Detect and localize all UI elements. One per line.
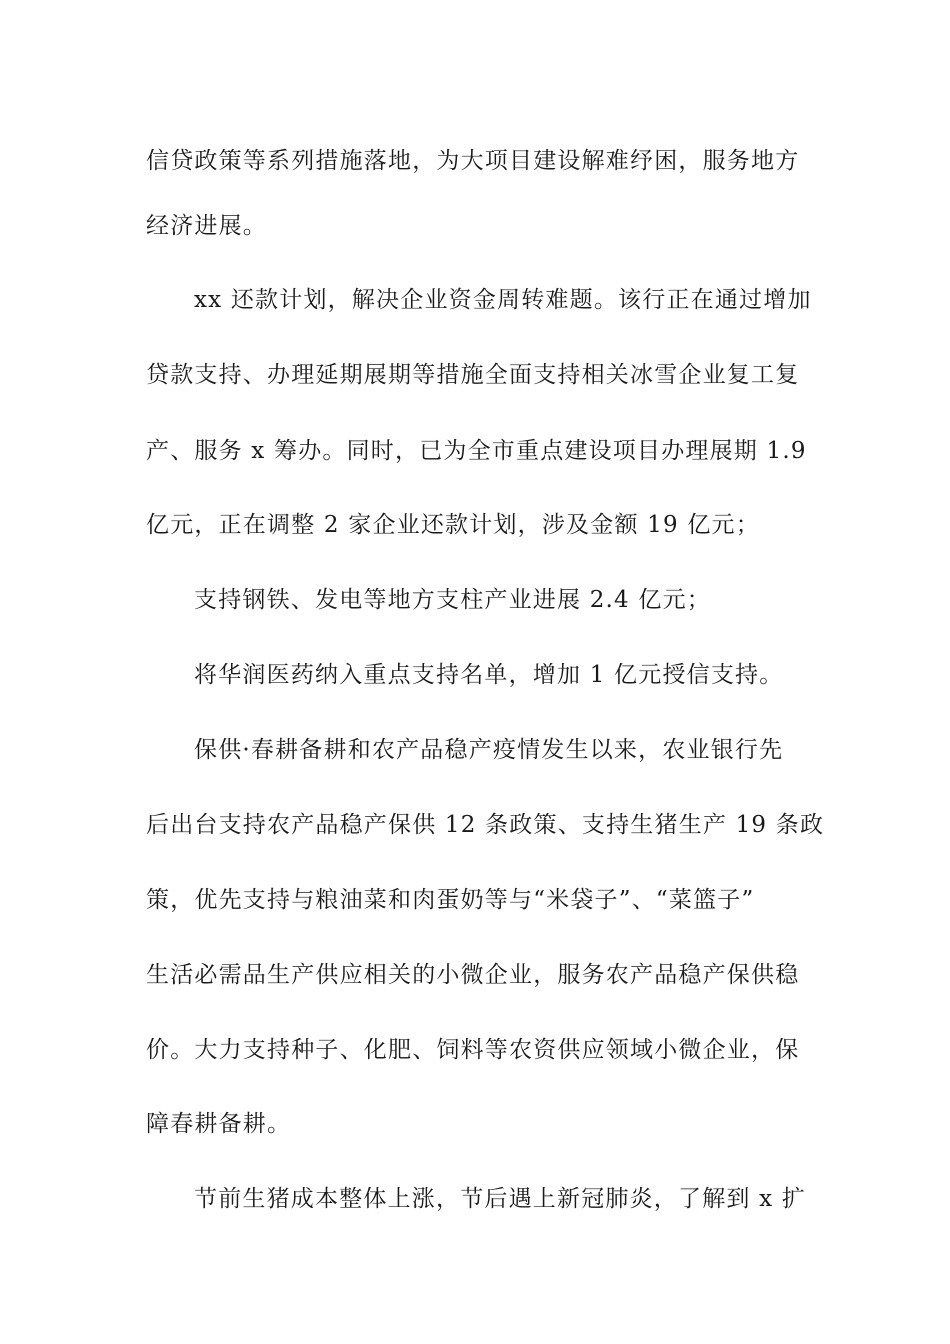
paragraph-line: 保供·春耕备耕和农产品稳产疫情发生以来，农业银行先 [194, 737, 784, 763]
paragraph-line: 信贷政策等系列措施落地，为大项目建设解难纾困，服务地方 [146, 148, 800, 174]
paragraph-line: 将华润医药纳入重点支持名单，增加 1 亿元授信支持。 [194, 662, 784, 688]
paragraph-line: 价。大力支持种子、化肥、饲料等农资供应领域小微企业，保 [146, 1037, 800, 1063]
paragraph-line: xx 还款计划，解决企业资金周转难题。该行正在通过增加 [194, 287, 812, 313]
paragraph-line: 策，优先支持与粮油菜和肉蛋奶等与“米袋子”、“菜篮子” [146, 887, 755, 913]
paragraph-line: 节前生猪成本整体上涨，节后遇上新冠肺炎，了解到 x 扩 [194, 1186, 806, 1212]
paragraph-line: 亿元，正在调整 2 家企业还款计划，涉及金额 19 亿元； [146, 512, 760, 538]
paragraph-line: 贷款支持、办理延期展期等措施全面支持相关冰雪企业复工复 [146, 362, 800, 388]
paragraph-line: 产、服务 x 筹办。同时，已为全市重点建设项目办理展期 1.9 [146, 438, 807, 464]
paragraph-line: 生活必需品生产供应相关的小微企业，服务农产品稳产保供稳 [146, 962, 800, 988]
paragraph-line: 障春耕备耕。 [146, 1111, 292, 1137]
paragraph-line: 后出台支持农产品稳产保供 12 条政策、支持生猪生产 19 条政 [146, 812, 825, 838]
paragraph-line: 经济进展。 [146, 213, 267, 239]
paragraph-line: 支持钢铁、发电等地方支柱产业进展 2.4 亿元； [194, 587, 711, 613]
